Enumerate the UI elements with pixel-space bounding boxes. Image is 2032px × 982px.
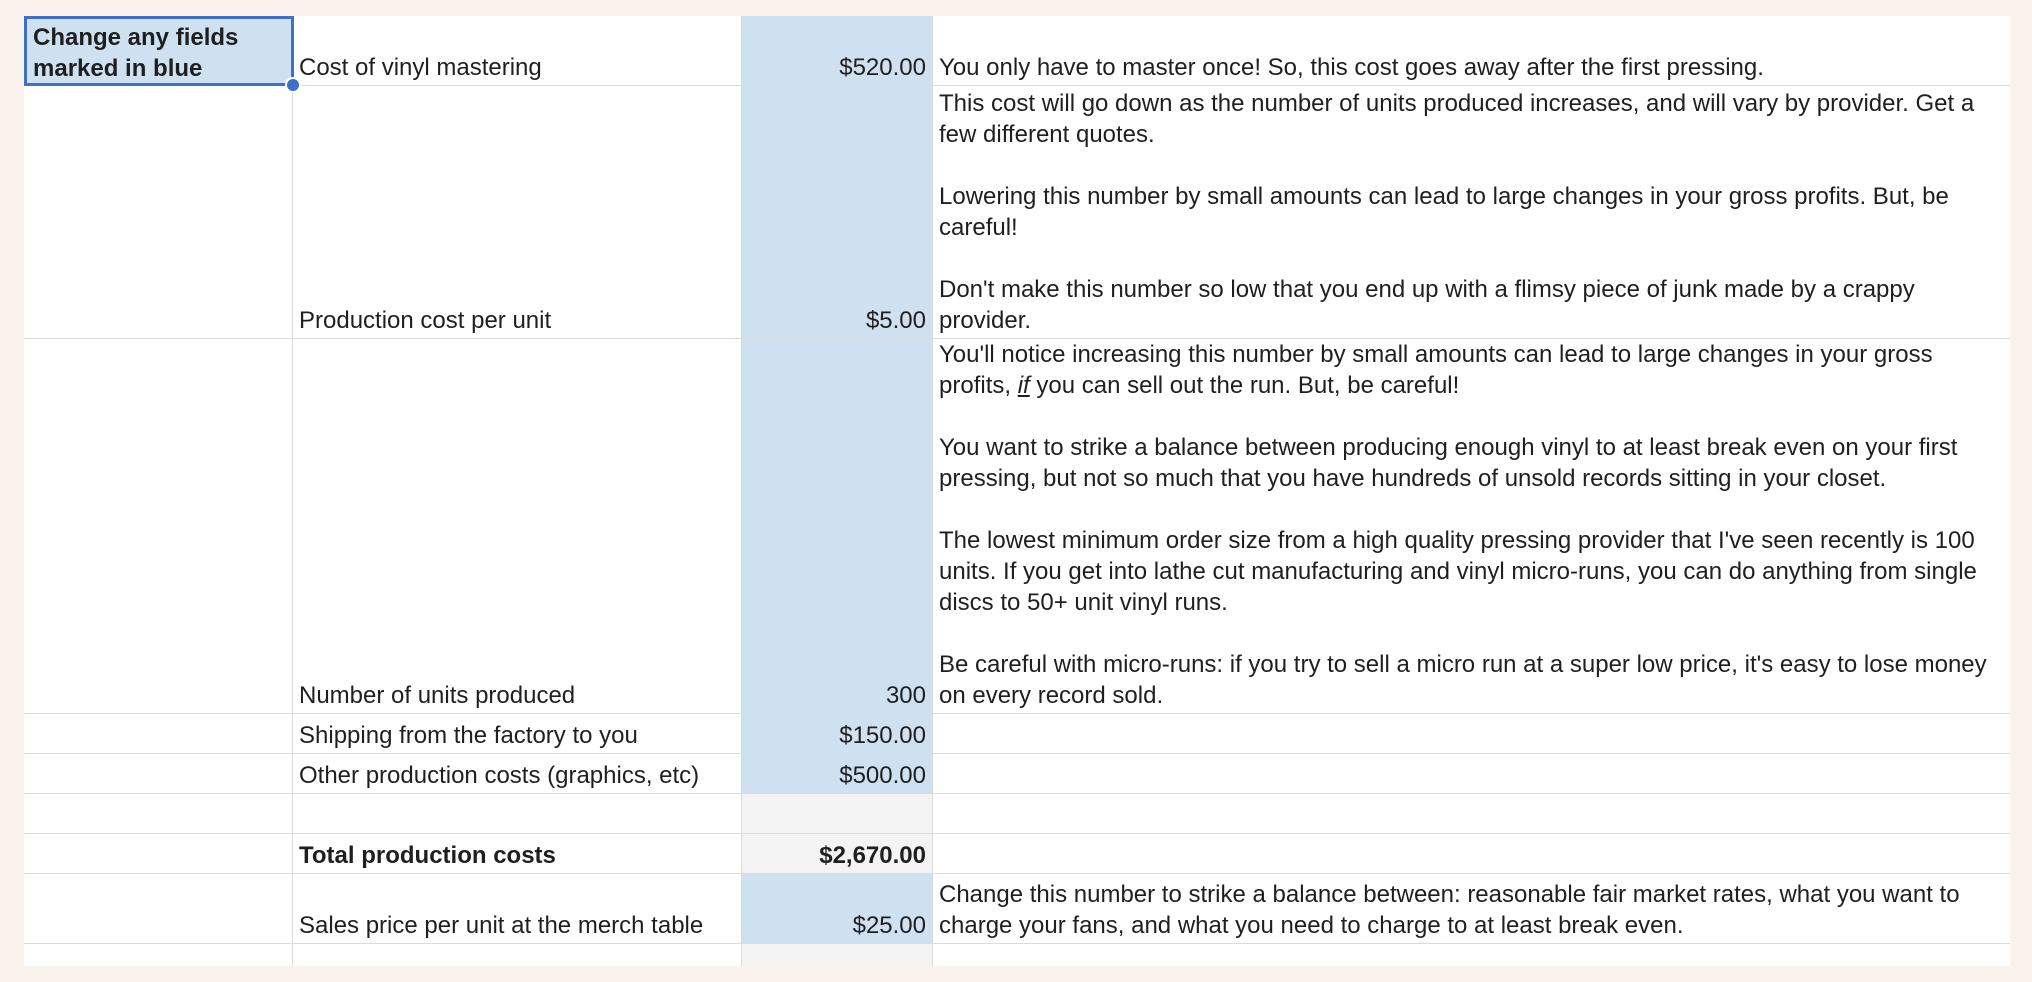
cell-empty[interactable] bbox=[24, 86, 293, 338]
cell-empty[interactable] bbox=[293, 794, 742, 833]
row-label: Production cost per unit bbox=[299, 307, 552, 334]
cell-empty[interactable] bbox=[933, 754, 2010, 793]
instruction-text: Change any fields marked in blue bbox=[33, 24, 239, 82]
cell-empty[interactable] bbox=[24, 339, 293, 713]
cell-note-mastering[interactable] bbox=[933, 16, 2010, 85]
cell-value-mastering[interactable] bbox=[742, 16, 933, 85]
cell-label-total[interactable] bbox=[293, 834, 742, 873]
cell-empty[interactable] bbox=[24, 794, 293, 833]
note-text: Lowering this number by small amounts can lead to large changes in your gross profits. But, be careful! bbox=[939, 183, 1949, 241]
cell-value-sales-price[interactable] bbox=[742, 874, 933, 943]
row-value: $500.00 bbox=[839, 762, 926, 789]
cell-empty[interactable] bbox=[742, 794, 933, 833]
note-text: This cost will go down as the number of units produced increases, and will vary by provider. Get a few different quotes. bbox=[939, 90, 1975, 148]
table-row bbox=[24, 944, 2010, 966]
emphasis-if: if bbox=[1017, 372, 1030, 399]
cell-value-other-costs[interactable] bbox=[742, 754, 933, 793]
cell-empty[interactable] bbox=[933, 714, 2010, 753]
cell-empty[interactable] bbox=[933, 944, 2010, 966]
note-text: Change this number to strike a balance between: reasonable fair market rates, what you want to charge your fans, and what you need to charge to at least break even. bbox=[939, 881, 1960, 939]
row-value: $25.00 bbox=[852, 912, 926, 939]
cell-empty[interactable] bbox=[293, 944, 742, 966]
row-value: $520.00 bbox=[839, 54, 926, 81]
note-text: The lowest minimum order size from a high quality pressing provider that I've seen recently is 100 units. If you get into lathe cut manufacturing and vinyl micro-runs, you can do anything from single discs to 50+ unit vinyl runs. bbox=[939, 527, 1977, 616]
cell-empty[interactable] bbox=[933, 794, 2010, 833]
selected-cell-instruction[interactable] bbox=[24, 16, 294, 86]
row-label: Total production costs bbox=[299, 842, 556, 869]
spreadsheet-grid bbox=[24, 16, 2010, 966]
row-label: Cost of vinyl mastering bbox=[299, 54, 542, 81]
fill-handle[interactable] bbox=[285, 77, 301, 93]
cell-empty[interactable] bbox=[24, 834, 293, 873]
note-text: You only have to master once! So, this cost goes away after the first pressing. bbox=[939, 54, 1764, 81]
cell-empty[interactable] bbox=[24, 944, 293, 966]
note-text: Be careful with micro-runs: if you try to sell a micro run at a super low price, it's easy to lose money on every record sold. bbox=[939, 651, 1987, 709]
table-row bbox=[24, 714, 2010, 754]
cell-note-production-cost[interactable] bbox=[933, 86, 2010, 338]
cell-note-sales-price[interactable] bbox=[933, 874, 2010, 943]
table-row bbox=[24, 339, 2010, 714]
cell-empty[interactable] bbox=[742, 944, 933, 966]
row-label: Sales price per unit at the merch table bbox=[299, 912, 704, 939]
cell-label-production-cost[interactable] bbox=[293, 86, 742, 338]
table-row bbox=[24, 754, 2010, 794]
cell-label-shipping[interactable] bbox=[293, 714, 742, 753]
cell-label-mastering[interactable] bbox=[293, 16, 742, 85]
cell-note-units[interactable] bbox=[933, 339, 2010, 713]
note-text: Don't make this number so low that you end up with a flimsy piece of junk made by a crappy provider. bbox=[939, 276, 1915, 334]
row-label: Number of units produced bbox=[299, 682, 576, 709]
cell-empty[interactable] bbox=[933, 834, 2010, 873]
cell-empty[interactable] bbox=[24, 714, 293, 753]
cell-value-total[interactable] bbox=[742, 834, 933, 873]
cell-label-other-costs[interactable] bbox=[293, 754, 742, 793]
cell-value-shipping[interactable] bbox=[742, 714, 933, 753]
table-row bbox=[24, 16, 2010, 86]
cell-label-units[interactable] bbox=[293, 339, 742, 713]
cell-value-production-cost[interactable] bbox=[742, 86, 933, 338]
row-value: 300 bbox=[885, 682, 926, 709]
row-value: $2,670.00 bbox=[819, 842, 926, 869]
note-text: You want to strike a balance between producing enough vinyl to at least break even on your first pressing, but not so much that you have hundreds of unsold records sitting in your closet. bbox=[939, 434, 1958, 492]
table-row bbox=[24, 794, 2010, 834]
note-text: You'll notice increasing this number by small amounts can lead to large changes in your gross profits, if you can sell out the run. But, be careful! bbox=[939, 341, 1933, 399]
table-row bbox=[24, 874, 2010, 944]
row-label: Shipping from the factory to you bbox=[299, 722, 638, 749]
row-value: $5.00 bbox=[865, 307, 926, 334]
cell-empty[interactable] bbox=[24, 754, 293, 793]
table-row bbox=[24, 834, 2010, 874]
row-value: $150.00 bbox=[839, 722, 926, 749]
cell-value-units[interactable] bbox=[742, 339, 933, 713]
cell-label-sales-price[interactable] bbox=[293, 874, 742, 943]
cell-empty[interactable] bbox=[24, 874, 293, 943]
table-row bbox=[24, 86, 2010, 339]
row-label: Other production costs (graphics, etc) bbox=[299, 762, 700, 789]
